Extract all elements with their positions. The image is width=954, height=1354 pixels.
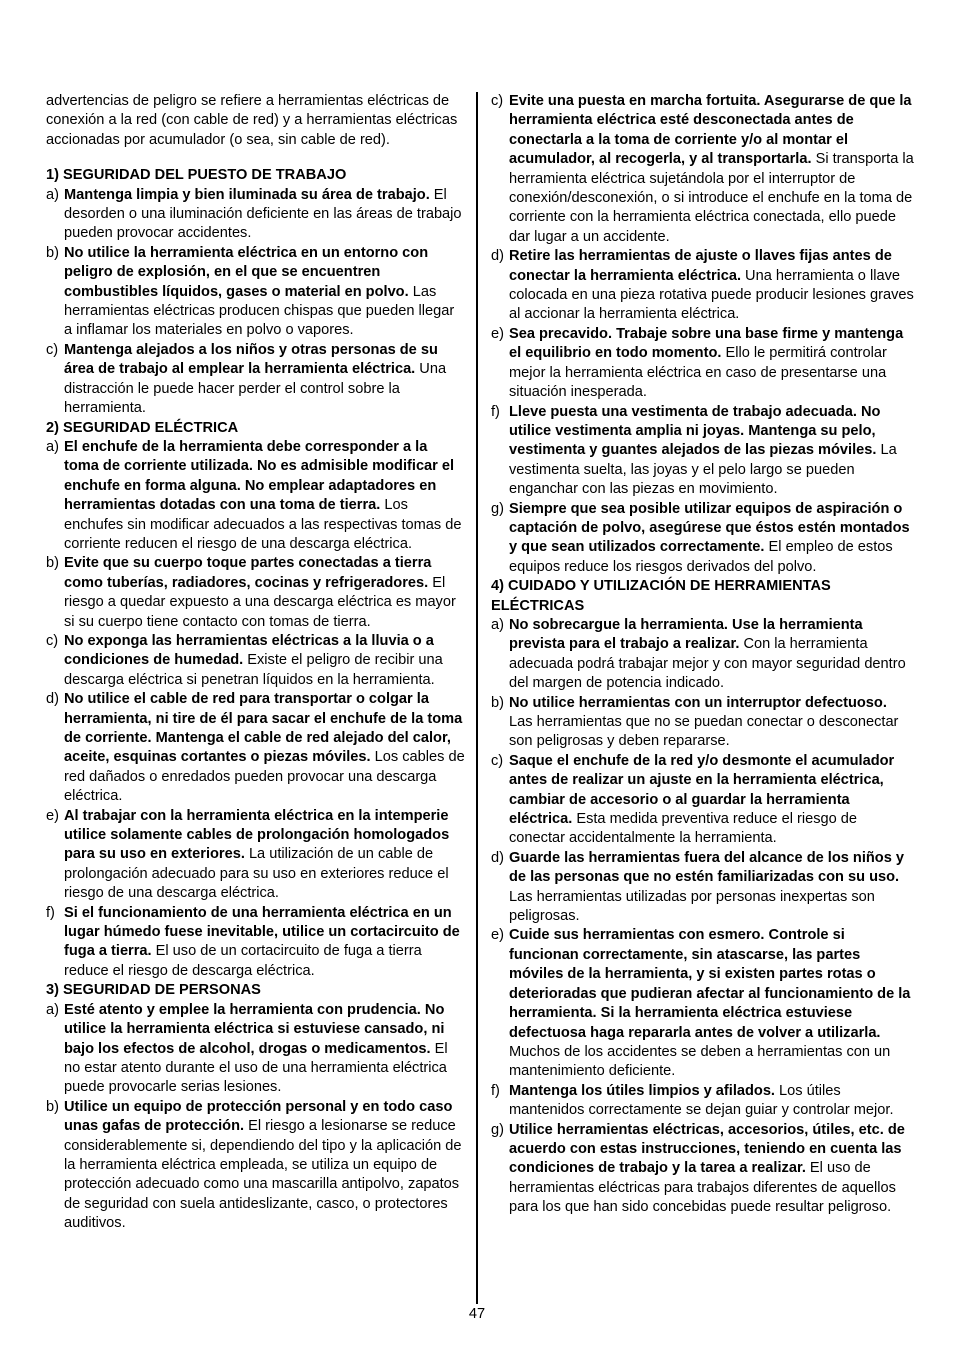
item-bold-text: Al trabajar con la herramienta eléctrica en la intemperie utilice solamente cables de prolongación homologados para su uso en exteriores. xyxy=(64,807,450,863)
item-text: Las herramientas que no se puedan conectar o desconectar son peligrosas y deben repararse. xyxy=(509,714,899,750)
right-sections xyxy=(491,92,914,1218)
item-text: El no estar atento durante el uso de una herramienta eléctrica puede provocarle serias lesiones. xyxy=(64,1040,448,1096)
item-letter: a) xyxy=(46,186,59,203)
item-text: Una herramienta o llave colocada en una pieza rotativa puede producir lesiones graves al accionar la herramienta eléctrica. xyxy=(509,267,914,323)
item-bold-text: Si el funcionamiento de una herramienta eléctrica en un lugar húmedo fuese inevitable, utilice un cortacircuito de fuga a tierra. xyxy=(64,904,460,960)
item-bold-text: No exponga las herramientas eléctricas a la lluvia o a condiciones de humedad. xyxy=(64,632,434,669)
list-item xyxy=(46,1001,466,1098)
item-letter: f) xyxy=(46,904,55,921)
left-sections xyxy=(46,166,466,1233)
item-text: El uso de un cortacircuito de fuga a tierra reduce el riesgo de descarga eléctrica. xyxy=(64,943,422,979)
item-bold-text: Lleve puesta una vestimenta de trabajo adecuada. No utilice vestimenta amplia ni joyas. Mantenga su pelo, vestimenta y guantes alejados de las piezas móviles. xyxy=(509,403,881,459)
item-text: Esta medida preventiva reduce el riesgo de conectar accidentalmente la herramienta. xyxy=(509,811,858,847)
item-bold-text: Mantenga los útiles limpios y afilados. xyxy=(509,1082,775,1099)
list-item xyxy=(46,632,466,690)
list-item xyxy=(46,341,466,419)
list-item xyxy=(46,690,466,806)
item-bold-text: El enchufe de la herramienta debe corresponder a la toma de corriente utilizada. No es admisible modificar el enchufe en forma alguna. No emplear adaptadores en herramientas dotadas con una toma de tierra. xyxy=(64,438,455,514)
item-letter: e) xyxy=(491,325,504,342)
item-letter: c) xyxy=(491,93,504,109)
intro-paragraph: advertencias de peligro se refiere a herramientas eléctricas de conexión a la red (con cable de red) y a herramientas eléctricas accionadas por acumulador (o sea, sin cable de red). xyxy=(46,93,458,148)
item-bold-text: No utilice la herramienta eléctrica en un entorno con peligro de explosión, en el que se encuentren combustibles líquidos, gases o material en polvo. xyxy=(64,244,429,300)
item-letter: c) xyxy=(491,752,504,769)
item-letter: g) xyxy=(491,500,504,517)
item-letter: b) xyxy=(491,694,504,711)
item-text: El riesgo a lesionarse se reduce considerablemente si, dependiendo del tipo y la aplicación de la herramienta eléctrica empleada, se utiliza un equipo de protección adecuado como una mascarilla antipolvo, zapatos de seguridad con suela antideslizante, casco, o protectores auditivos. xyxy=(64,1118,462,1232)
section-heading: 3) SEGURIDAD DE PERSONAS xyxy=(46,982,261,999)
item-bold-text: Mantenga limpia y bien iluminada su área de trabajo. xyxy=(64,186,430,203)
item-text: Ello le permitirá controlar mejor la herramienta eléctrica en caso de presentarse una situación inesperada. xyxy=(509,345,887,401)
item-text: Los cables de red dañados o enredados pueden provocar una descarga eléctrica. xyxy=(64,749,465,805)
list-item xyxy=(46,554,466,632)
list-item xyxy=(46,1098,466,1234)
item-letter: a) xyxy=(46,1001,59,1018)
item-bold-text: Cuide sus herramientas con esmero. Controle si funcionan correctamente, sin atascarse, las partes móviles de la herramienta, y si existen partes rotas o deterioradas que pudieran afectar al funcionamiento de la herramienta. Si la herramienta eléctrica estuviese defectuosa haga repararla antes de volver a utilizarla. xyxy=(509,927,911,1041)
left-column xyxy=(46,92,466,1234)
item-bold-text: Evite una puesta en marcha fortuita. Asegurarse de que la herramienta eléctrica esté desconectada antes de conectarla a la toma de corriente y/o al montar el acumulador, al recogerla, y al transportarla. xyxy=(509,93,912,168)
item-bold-text: No sobrecargue la herramienta. Use la herramienta prevista para el trabajo a realizar. xyxy=(509,616,863,653)
item-bold-text: Siempre que sea posible utilizar equipos de aspiración o captación de polvo, asegúrese que éstos estén montados y que sean utilizados correctamente. xyxy=(509,500,910,556)
item-letter: c) xyxy=(46,632,59,649)
item-text: Una distracción le puede hacer perder el control sobre la herramienta. xyxy=(64,361,447,417)
item-bold-text: Guarde las herramientas fuera del alcance de los niños y de las personas que no estén familiarizadas con su uso. xyxy=(509,849,905,886)
item-text: Los útiles mantenidos correctamente se dejan guiar y controlar mejor. xyxy=(509,1082,894,1119)
list-item xyxy=(491,325,914,403)
item-letter: e) xyxy=(46,807,59,824)
item-text: El riesgo a quedar expuesto a una descarga eléctrica es mayor si su cuerpo tiene contacto con tomas de tierra. xyxy=(64,574,456,630)
list-item xyxy=(491,849,914,927)
list-item xyxy=(491,1121,914,1218)
item-text: Existe el peligro de recibir una descarga eléctrica si penetran líquidos en la herramienta. xyxy=(64,652,443,688)
list-item xyxy=(491,1082,914,1121)
item-letter: e) xyxy=(491,927,504,944)
item-text: La utilización de un cable de prolongación adecuado para su uso en exteriores reduce el riesgo de una descarga eléctrica. xyxy=(64,846,449,902)
item-letter: d) xyxy=(491,849,504,866)
item-letter: b) xyxy=(46,555,59,572)
item-text: Si transporta la herramienta eléctrica sujetándola por el interruptor de conexión/desconexión, o si introduce el enchufe en la toma de corriente con la herramienta eléctrica conectada, ello puede dar lugar a un accidente. xyxy=(509,151,914,245)
item-letter: b) xyxy=(46,244,59,261)
item-letter: b) xyxy=(46,1098,59,1115)
item-text: Los enchufes sin modificar adecuados a las respectivas tomas de corriente reducen el riesgo de una descarga eléctrica. xyxy=(64,497,462,552)
item-bold-text: Sea precavido. Trabaje sobre una base firme y mantenga el equilibrio en todo momento. xyxy=(509,325,904,362)
item-letter: a) xyxy=(46,438,59,455)
item-letter: f) xyxy=(491,403,500,420)
item-text: Las herramientas utilizadas por personas inexpertas son peligrosas. xyxy=(509,888,875,925)
list-item xyxy=(46,807,466,904)
item-bold-text: Esté atento y emplee la herramienta con prudencia. No utilice la herramienta eléctrica si estuviese cansado, ni bajo los efectos de alcohol, drogas o medicamentos. xyxy=(64,1001,445,1057)
item-text: Con la herramienta adecuada podrá trabajar mejor y con mayor seguridad dentro del margen de potencia indicado. xyxy=(509,636,906,692)
list-item xyxy=(491,616,914,694)
item-letter: f) xyxy=(491,1082,500,1099)
list-item xyxy=(491,694,914,752)
list-item xyxy=(46,244,466,341)
item-letter: d) xyxy=(46,691,59,708)
item-bold-text: No utilice herramientas con un interruptor defectuoso. xyxy=(509,694,887,711)
section-heading: 2) SEGURIDAD ELÉCTRICA xyxy=(46,419,239,436)
item-bold-text: Mantenga alejados a los niños y otras personas de su área de trabajo al emplear la herramienta eléctrica. xyxy=(64,341,438,378)
item-text: El desorden o una iluminación deficiente en las áreas de trabajo pueden provocar accidentes. xyxy=(64,186,462,242)
section-heading: 4) CUIDADO Y UTILIZACIÓN DE HERRAMIENTAS ELÉCTRICAS xyxy=(491,578,831,614)
item-bold-text: Retire las herramientas de ajuste o llaves fijas antes de conectar la herramienta eléctrica. xyxy=(509,248,892,284)
list-item xyxy=(46,438,466,554)
item-letter: a) xyxy=(491,616,504,633)
page-number: 47 xyxy=(468,1306,486,1322)
item-text: El empleo de estos equipos reduce los riesgos derivados del polvo. xyxy=(509,539,893,575)
item-text: Muchos de los accidentes se deben a herramientas con un mantenimiento deficiente. xyxy=(509,1043,891,1080)
list-item xyxy=(491,500,914,578)
list-item xyxy=(491,403,914,500)
item-letter: d) xyxy=(491,248,504,265)
item-text: La vestimenta suelta, las joyas y el pelo largo se pueden enganchar con las piezas en movimiento. xyxy=(509,442,897,498)
item-bold-text: Saque el enchufe de la red y/o desmonte el acumulador antes de realizar un ajuste en la herramienta eléctrica, cambiar de accesorio o al guardar la herramienta eléctrica. xyxy=(509,752,895,828)
list-item xyxy=(491,247,914,325)
list-item xyxy=(491,926,914,1081)
column-divider xyxy=(476,92,478,1304)
right-column xyxy=(491,92,914,1218)
section-heading: 1) SEGURIDAD DEL PUESTO DE TRABAJO xyxy=(46,167,347,184)
list-item xyxy=(46,904,466,982)
item-bold-text: Evite que su cuerpo toque partes conectadas a tierra como tuberías, radiadores, cocinas y refrigeradores. xyxy=(64,555,432,591)
list-item xyxy=(491,752,914,849)
item-text: Las herramientas eléctricas producen chispas que pueden llegar a inflamar los materiales en polvo o vapores. xyxy=(64,283,455,339)
item-letter: c) xyxy=(46,341,59,358)
list-item xyxy=(46,186,466,244)
item-text: El uso de herramientas eléctricas para trabajos diferentes de aquellos para los que han sido concebidas puede resultar peligroso. xyxy=(509,1160,896,1216)
item-bold-text: No utilice el cable de red para transportar o colgar la herramienta, ni tire de él para sacar el enchufe de la toma de corriente. Mantenga el cable de red alejado del calor, aceite, esquinas cortantes o piezas móviles. xyxy=(64,691,463,766)
item-letter: g) xyxy=(491,1121,504,1138)
item-bold-text: Utilice un equipo de protección personal y en todo caso unas gafas de protección. xyxy=(64,1098,453,1135)
list-item xyxy=(491,92,914,247)
item-bold-text: Utilice herramientas eléctricas, accesorios, útiles, etc. de acuerdo con estas instrucciones, teniendo en cuenta las condiciones de trabajo y la tarea a realizar. xyxy=(509,1121,905,1177)
